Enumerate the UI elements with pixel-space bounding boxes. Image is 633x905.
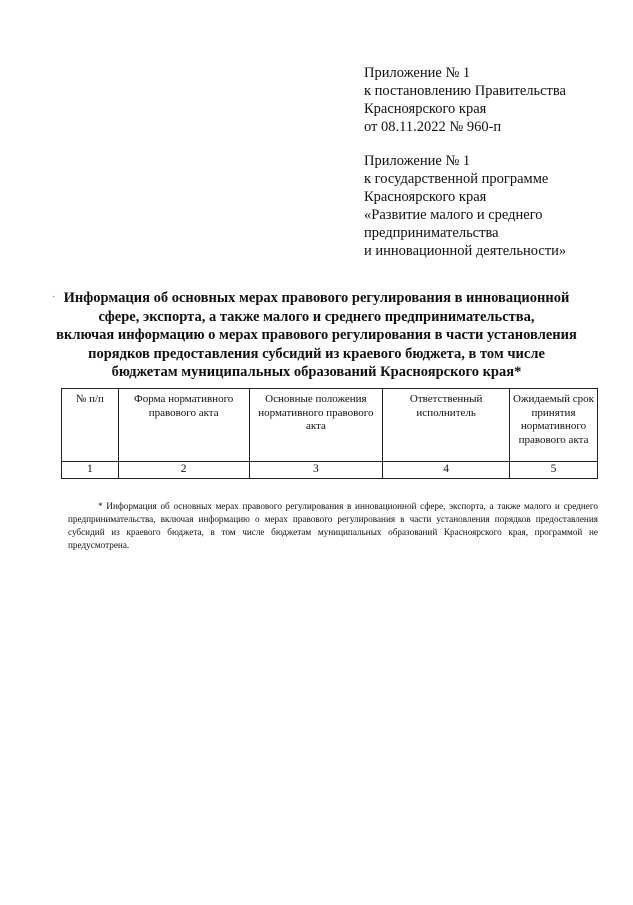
header-responsible: Ответственный исполнитель [383,389,510,462]
appendix-line: от 08.11.2022 № 960-п [364,119,502,135]
footnote-text: * Информация об основных мерах правового регулирования в инновационной сфере, экспорта, а также малого и среднего предпринимательства, включая информацию о мерах правового регулирования в части установления порядков предоставления субсидий из краевого бюджета, в том числе бюджетам муниципальных образований Красноярского края, программой не предусмотрена. [68,501,598,550]
table-row [62,462,598,479]
appendix-line: и инновационной деятельности» [364,243,567,259]
appendix-line: Красноярского края [364,189,487,205]
appendix-line: Приложение № 1 [364,65,471,81]
column-number-cell: 1 [62,462,119,479]
title-line: сфере, экспорта, а также малого и среднего предпринимательства, [98,308,535,325]
appendix-line: предпринимательства [364,225,499,241]
title-line: Информация об основных мерах правового регулирования в инновационной [63,290,570,306]
document-title [40,289,593,382]
title-line: включая информацию о мерах правового регулирования в части установления [56,327,577,343]
column-number-cell: 4 [383,462,510,479]
appendix-line: к постановлению Правительства [364,83,566,99]
appendix-line: Приложение № 1 [364,153,471,169]
column-number-cell: 5 [510,462,598,479]
header-expected-date: Ожидаемый срок принятия нормативного правового акта [510,389,598,462]
measures-table [61,388,598,479]
footnote [68,500,598,552]
appendix-line: к государственной программе [364,171,549,187]
header-main-provisions: Основные положения нормативного правового акта [249,389,383,462]
title-line: бюджетам муниципальных образований Красноярского края* [111,364,522,380]
appendix-line: Красноярского края [364,101,487,117]
appendix-block-program [364,152,566,260]
table-header-row [62,389,598,462]
header-number: № п/п [62,389,119,462]
column-number-cell: 2 [118,462,249,479]
header-act-form: Форма нормативного правового акта [118,389,249,462]
appendix-line: «Развитие малого и среднего [364,207,543,223]
appendix-block-resolution [364,64,566,136]
title-line: порядков предоставления субсидий из краевого бюджета, в том числе [88,345,545,362]
column-number-cell: 3 [249,462,383,479]
scan-mark: · [52,292,56,303]
